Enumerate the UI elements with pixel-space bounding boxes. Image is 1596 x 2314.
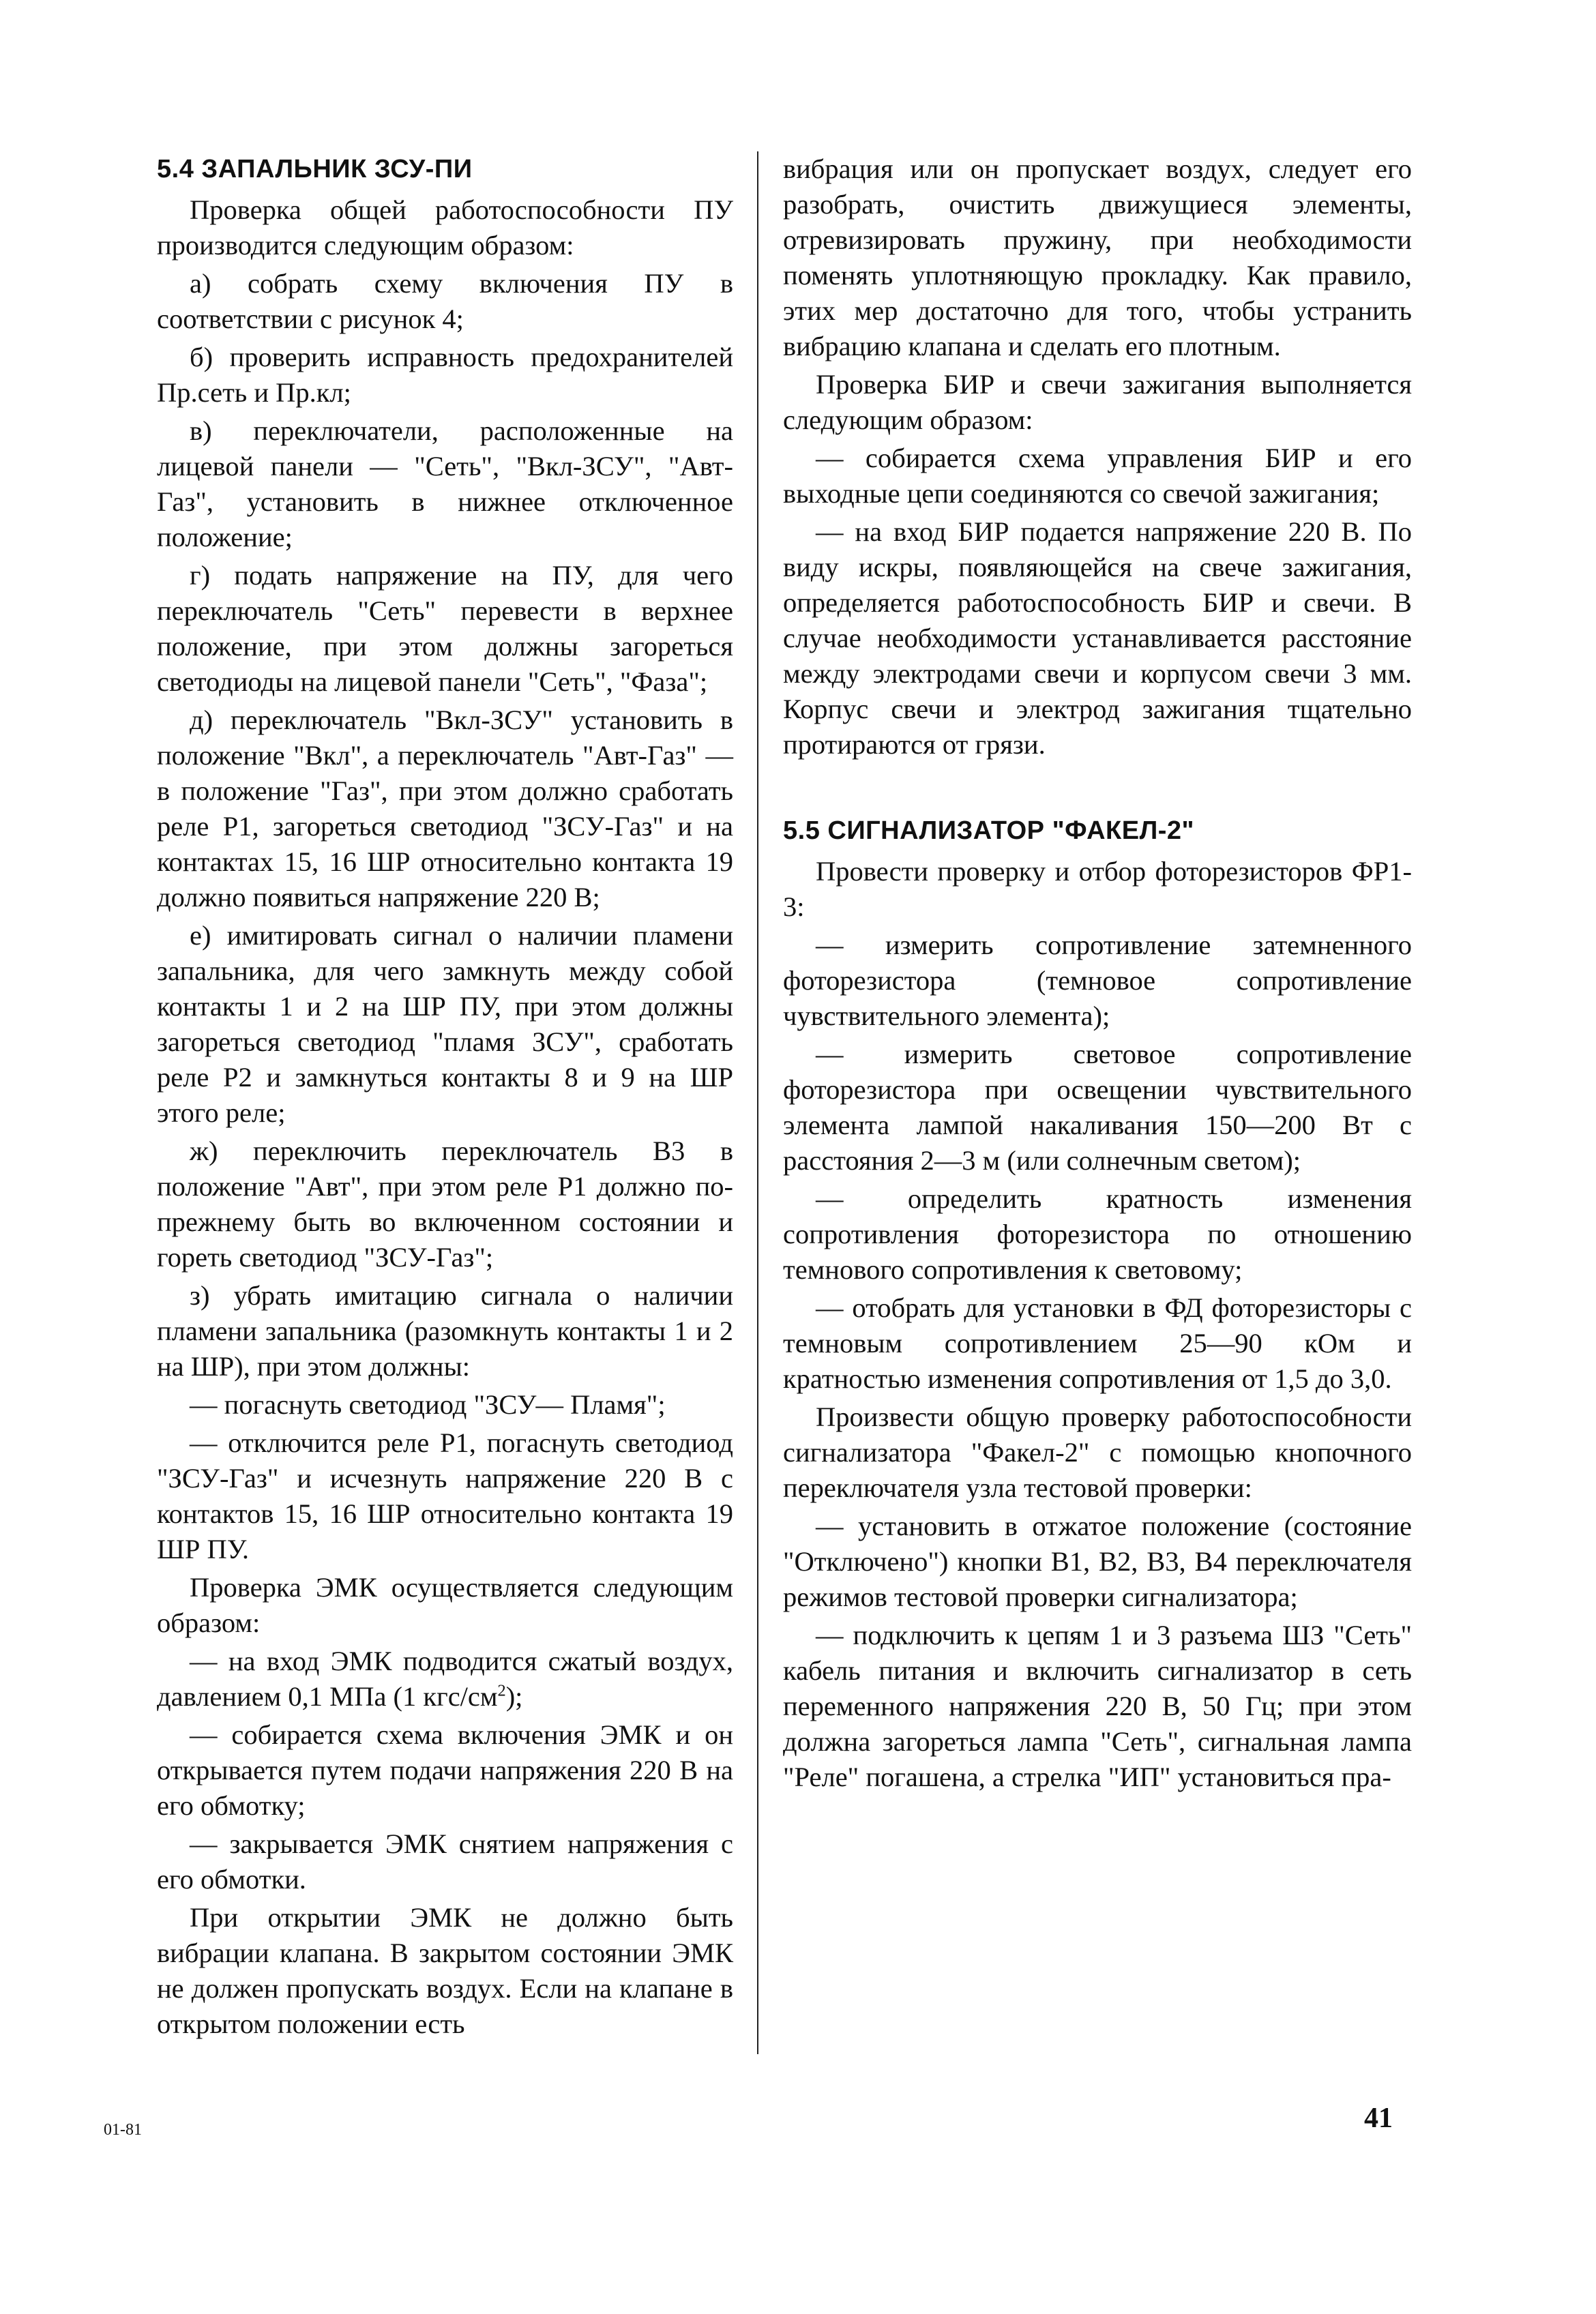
- paragraph: — отобрать для установки в ФД фоторезисторы с темновым сопротивлением 25—90 кОм и кратностью изменения сопротивления от 1,5 до 3,0.: [783, 1292, 1412, 1394]
- paragraph: з) убрать имитацию сигнала о наличии пламени запальника (разомкнуть контакты 1 и 2 на ШР), при этом должны:: [157, 1280, 733, 1382]
- paragraph: — собирается схема включения ЭМК и он открывается путем подачи напряжения 220 В на его обмотку;: [157, 1719, 733, 1821]
- paragraph: — закрывается ЭМК снятием напряжения с его обмотки.: [157, 1828, 733, 1895]
- paragraph: Проверка БИР и свечи зажигания выполняется следующим образом:: [783, 369, 1412, 435]
- air-line-text: — на вход ЭМК подводится сжатый воздух, давлением 0,1 МПа (1 кгс/см: [157, 1646, 733, 1712]
- paragraph: е) имитировать сигнал о наличии пламени запальника, для чего замкнуть между собой контакты 1 и 2 на ШР ПУ, при этом должны загореться светодиод "пламя ЗСУ", сработать реле Р2 и замкнуться контакты 8 и 9 на ШР этого реле;: [157, 920, 733, 1128]
- paragraph: — на вход БИР подается напряжение 220 В. По виду искры, появляющейся на свече зажигания, определяется работоспособность БИР и свечи. В случае необходимости устанавливается расстояние между электродами свечи и корпусом свечи 3 мм. Корпус свечи и электрод зажигания тщательно протираются от грязи.: [783, 516, 1412, 760]
- section-heading-5-5: 5.5 СИГНАЛИЗАТОР "ФАКЕЛ-2": [783, 816, 1195, 845]
- air-line-end: );: [505, 1681, 523, 1712]
- paragraph: — отключится реле Р1, погаснуть светодиод "ЗСУ-Газ" и исчезнуть напряжение 220 В с контактов 15, 16 ШР относительно контакта 19 ШР ПУ.: [157, 1427, 733, 1564]
- right-column: [783, 151, 1412, 1798]
- paragraph-continuation: вибрация или он пропускает воздух, следует его разобрать, очистить движущиеся элементы, отревизировать пружину, при необходимости поменять уплотняющую прокладку. Как правило, этих мер достаточно для того, чтобы устранить вибрацию клапана и сделать его плотным.: [783, 153, 1412, 361]
- paragraph: — определить кратность изменения сопротивления фоторезистора по отношению темнового сопротивления к световому;: [783, 1183, 1412, 1285]
- paragraph: — установить в отжатое положение (состояние "Отключено") кнопки В1, В2, В3, В4 переключателя режимов тестовой проверки сигнализатора;: [783, 1511, 1412, 1612]
- paragraph: д) переключатель "Вкл-ЗСУ" установить в положение "Вкл", а переключатель "Авт-Газ" — в положение "Газ", при этом должно сработать реле Р1, загореться светодиод "ЗСУ-Газ" и на контактах 15, 16 ШР относительно контакта 19 должно появиться напряжение 220 В;: [157, 704, 733, 913]
- paragraph: — погаснуть светодиод "ЗСУ— Пламя";: [190, 1389, 666, 1420]
- paragraph: б) проверить исправность предохранителей Пр.сеть и Пр.кл;: [157, 342, 733, 408]
- paragraph: в) переключатели, расположенные на лицевой панели — "Сеть", "Вкл-ЗСУ", "Авт-Газ", установить в нижнее отключенное положение;: [157, 415, 733, 552]
- paragraph: Произвести общую проверку работоспособности сигнализатора "Факел-2" с помощью кнопочного переключателя узла тестовой проверки:: [783, 1401, 1412, 1503]
- paragraph: — измерить сопротивление затемненного фоторезистора (темновое сопротивление чувствительного элемента);: [783, 930, 1412, 1031]
- footer-code: 01-81: [104, 2121, 142, 2139]
- paragraph: — собирается схема управления БИР и его выходные цепи соединяются со свечой зажигания;: [783, 443, 1412, 509]
- paragraph-air-pressure: [157, 1644, 733, 1715]
- paragraph: ж) переключить переключатель В3 в положение "Авт", при этом реле Р1 должно по-прежнему быть во включенном состоянии и гореть светодиод "ЗСУ-Газ";: [157, 1136, 733, 1273]
- section-heading-5-4: 5.4 ЗАПАЛЬНИК ЗСУ-ПИ: [157, 155, 473, 183]
- paragraph: — подключить к цепям 1 и 3 разъема ШЗ "Сеть" кабель питания и включить сигнализатор в сеть переменного напряжения 220 В, 50 Гц; при этом должна загореться лампа "Сеть", сигнальная лампа "Реле" погашена, а стрелка "ИП" установиться пра-: [783, 1620, 1412, 1792]
- paragraph: а) собрать схему включения ПУ в соответствии с рисунок 4;: [157, 268, 733, 334]
- paragraph: Проверка общей работоспособности ПУ производится следующим образом:: [157, 194, 733, 261]
- paragraph: — измерить световое сопротивление фоторезистора при освещении чувствительного элемента лампой накаливания 150—200 Вт с расстояния 2—3 м (или солнечным светом);: [783, 1039, 1412, 1176]
- paragraph: Проверка ЭМК осуществляется следующим образом:: [157, 1572, 733, 1638]
- paragraph: При открытии ЭМК не должно быть вибрации клапана. В закрытом состоянии ЭМК не должен пропускать воздух. Если на клапане в открытом положении есть: [157, 1902, 733, 2039]
- column-divider: [757, 151, 758, 2054]
- paragraph: г) подать напряжение на ПУ, для чего переключатель "Сеть" перевести в верхнее положение, при этом должны загореться светодиоды на лицевой панели "Сеть", "Фаза";: [157, 560, 733, 697]
- paragraph: Провести проверку и отбор фоторезисторов ФР1-3:: [783, 856, 1412, 922]
- left-column: [157, 151, 733, 2045]
- superscript: 2: [497, 1681, 506, 1700]
- page-number: 41: [1364, 2103, 1393, 2134]
